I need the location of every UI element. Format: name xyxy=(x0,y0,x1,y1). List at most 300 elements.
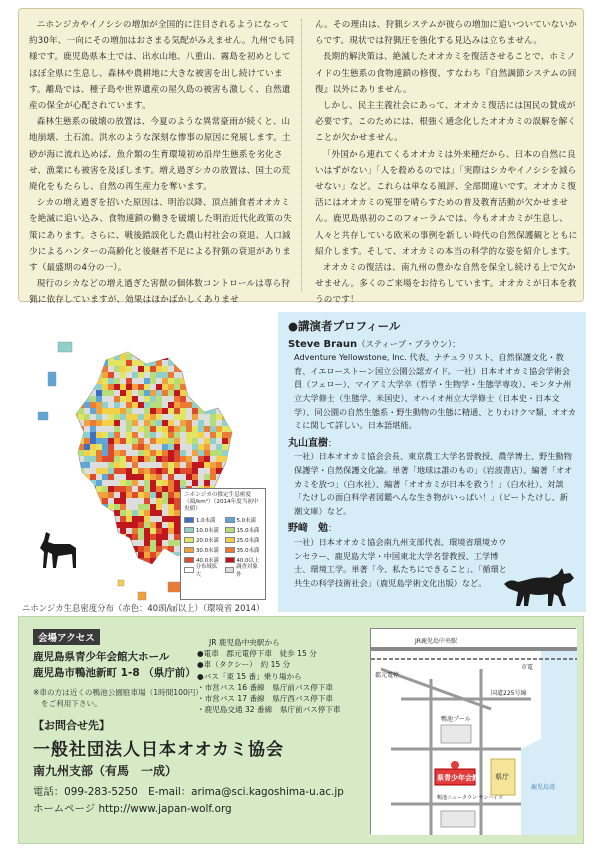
density-cell xyxy=(144,468,150,474)
access-label: 会場アクセス xyxy=(33,629,100,645)
branch-name: 南九州支部（有馬 一成） xyxy=(33,764,178,778)
density-cell xyxy=(204,348,210,354)
density-cell xyxy=(90,384,96,390)
density-cell xyxy=(132,534,138,540)
intro-paragraph: 「外国から連れてくるオオカミは外来種だから、日本の自然に良いはずがない」「人を殺めるのでは」「実際はシカやイノシシを減らせない」など。これらは単なる風評、全部間違いです。オオカミ復活にはオオカミの冤罪を晴らすための普及教育活動が欠かせません。鹿児島県初のこのフォーラムでは、今もオオカミが生息し、人々と共存している欧米の事例を新しい時代の自然保護観とともに紹介します。そして、オオカミの本当の科学的な姿を紹介します。 xyxy=(315,149,578,257)
density-cell xyxy=(156,492,162,498)
density-cell xyxy=(72,354,78,360)
density-cell xyxy=(126,546,132,552)
density-cell xyxy=(204,444,210,450)
density-cell xyxy=(108,450,114,456)
parking-note xyxy=(33,687,203,709)
density-cell xyxy=(96,564,102,570)
density-cell xyxy=(126,420,132,426)
density-cell xyxy=(78,486,84,492)
density-cell xyxy=(96,558,102,564)
density-cell xyxy=(150,564,156,570)
density-cell xyxy=(120,360,126,366)
density-cell xyxy=(138,558,144,564)
venue-info xyxy=(33,649,196,681)
density-cell xyxy=(138,444,144,450)
density-cell xyxy=(228,468,234,474)
density-cell xyxy=(84,390,90,396)
density-cell xyxy=(210,432,216,438)
density-cell xyxy=(210,462,216,468)
density-cell xyxy=(102,510,108,516)
density-cell xyxy=(72,522,78,528)
density-cell xyxy=(78,510,84,516)
density-cell xyxy=(114,456,120,462)
density-cell xyxy=(174,450,180,456)
density-cell xyxy=(114,546,120,552)
density-cell xyxy=(180,354,186,360)
density-cell xyxy=(84,456,90,462)
density-cell xyxy=(168,402,174,408)
density-cell xyxy=(90,504,96,510)
density-cell xyxy=(120,414,126,420)
density-cell xyxy=(210,468,216,474)
density-cell xyxy=(72,474,78,480)
density-cell xyxy=(102,348,108,354)
density-cell xyxy=(138,360,144,366)
density-cell xyxy=(168,468,174,474)
density-cell xyxy=(102,384,108,390)
parking-note-line: ※車の方は近くの鴨池公園駐車場（1時間100円） xyxy=(33,688,203,697)
density-cell xyxy=(72,510,78,516)
density-cell xyxy=(132,492,138,498)
density-cell xyxy=(216,414,222,420)
density-cell xyxy=(192,432,198,438)
density-cell xyxy=(222,396,228,402)
density-cell xyxy=(126,390,132,396)
density-cell xyxy=(228,450,234,456)
density-cell xyxy=(102,372,108,378)
density-cell xyxy=(102,366,108,372)
density-cell xyxy=(162,534,168,540)
density-cell xyxy=(162,486,168,492)
legend-swatch xyxy=(225,537,235,543)
density-cell xyxy=(138,468,144,474)
density-cell xyxy=(210,384,216,390)
density-cell xyxy=(150,438,156,444)
density-cell xyxy=(138,402,144,408)
density-cell xyxy=(96,552,102,558)
density-cell xyxy=(84,510,90,516)
intro-paragraph: 森林生態系の破壊の放置は、今夏のような異常豪雨が続くと、山地崩壊、土石流、洪水のような深刻な惨事の原因に発展します。土砂が海に流れ込めば、魚介類の生育環境初め沿岸生態系を劣化させ、漁業にも被害を及ぼします。増え過ぎシカの放置は、国土の荒廃化をもたらし、自然の再生産力を奪います。 xyxy=(29,117,291,193)
density-cell xyxy=(114,564,120,570)
density-cell xyxy=(114,450,120,456)
density-cell xyxy=(234,420,240,426)
density-cell xyxy=(132,462,138,468)
density-cell xyxy=(234,414,240,420)
density-cell xyxy=(78,498,84,504)
density-cell xyxy=(144,522,150,528)
legend-swatch xyxy=(225,567,235,573)
legend-label: 10.0未満 xyxy=(196,527,219,534)
density-cell xyxy=(156,450,162,456)
density-cell xyxy=(192,480,198,486)
density-cell xyxy=(168,552,174,558)
density-cell xyxy=(156,486,162,492)
density-cell xyxy=(192,468,198,474)
density-cell xyxy=(72,426,78,432)
density-cell xyxy=(168,492,174,498)
density-cell xyxy=(84,558,90,564)
density-cell xyxy=(138,474,144,480)
density-cell xyxy=(228,360,234,366)
density-cell xyxy=(96,432,102,438)
density-cell xyxy=(138,390,144,396)
density-cell xyxy=(138,546,144,552)
density-cell xyxy=(96,420,102,426)
density-cell xyxy=(150,552,156,558)
density-cell xyxy=(174,444,180,450)
density-cell xyxy=(150,486,156,492)
density-cell xyxy=(186,426,192,432)
density-cell xyxy=(228,438,234,444)
density-cell xyxy=(162,420,168,426)
intro-paragraph: ニホンジカやイノシシの増加が全国的に注目されるようになって約30年、一向にその増加はおさまる気配がみえません。九州でも同様です。鹿児島県本土では、出水山地、八重山、霧島を初めとしてほぼ全県に生息し、森林や農耕地に大きな被害を出し続けています。離島では、種子島や世界遺産の屋久島の被害も激しく、自然遺産の保全が心配されています。 xyxy=(29,20,295,112)
density-cell xyxy=(192,414,198,420)
density-cell xyxy=(90,408,96,414)
density-cell xyxy=(138,528,144,534)
density-cell xyxy=(144,552,150,558)
density-cell xyxy=(150,378,156,384)
map-label: 郡元電停 xyxy=(375,672,400,679)
density-cell xyxy=(126,414,132,420)
deer-icon xyxy=(40,532,76,568)
density-cell xyxy=(168,408,174,414)
density-cell xyxy=(174,378,180,384)
density-cell xyxy=(144,390,150,396)
density-cell xyxy=(108,408,114,414)
route-line: ・鹿児島交通 32 番線 県庁前バス停下車 xyxy=(197,705,341,715)
map-label-venue: 県青少年会館 xyxy=(437,774,479,782)
legend-swatch xyxy=(225,517,235,523)
density-cell xyxy=(114,354,120,360)
website-link[interactable]: ホームページ http://www.japan-wolf.org xyxy=(33,803,232,815)
density-cell xyxy=(144,432,150,438)
density-cell xyxy=(144,396,150,402)
density-cell xyxy=(120,450,126,456)
density-cell xyxy=(156,456,162,462)
speaker-reading: ： xyxy=(328,523,337,534)
density-cell xyxy=(84,492,90,498)
density-cell xyxy=(174,432,180,438)
density-cell xyxy=(204,480,210,486)
density-cell xyxy=(186,384,192,390)
density-cell xyxy=(102,354,108,360)
legend-item xyxy=(225,545,263,554)
density-cell xyxy=(96,348,102,354)
density-cell xyxy=(114,414,120,420)
density-cell xyxy=(144,540,150,546)
density-cell xyxy=(132,516,138,522)
density-cell xyxy=(90,528,96,534)
density-cell xyxy=(162,480,168,486)
density-cell xyxy=(108,528,114,534)
density-cell xyxy=(126,558,132,564)
density-cell xyxy=(192,450,198,456)
density-cell xyxy=(228,426,234,432)
density-cell xyxy=(162,378,168,384)
density-cell xyxy=(78,450,84,456)
density-cell xyxy=(126,480,132,486)
density-cell xyxy=(90,378,96,384)
density-cell xyxy=(84,438,90,444)
density-cell xyxy=(90,498,96,504)
density-cell xyxy=(84,564,90,570)
density-cell xyxy=(72,486,78,492)
density-cell xyxy=(114,498,120,504)
density-cell xyxy=(150,396,156,402)
density-cell xyxy=(156,420,162,426)
density-cell xyxy=(150,522,156,528)
density-cell xyxy=(192,426,198,432)
density-cell xyxy=(228,354,234,360)
legend-label: 1.0未満 xyxy=(196,517,216,524)
density-cell xyxy=(120,492,126,498)
density-cell xyxy=(144,408,150,414)
density-cell xyxy=(204,372,210,378)
density-cell xyxy=(144,492,150,498)
density-cell xyxy=(144,450,150,456)
density-cell xyxy=(78,546,84,552)
density-cell xyxy=(78,480,84,486)
map-label: 鴨池ニュータウン サンハイツ xyxy=(437,795,503,801)
density-cell xyxy=(216,444,222,450)
density-cell xyxy=(90,552,96,558)
density-cell xyxy=(96,540,102,546)
density-cell xyxy=(228,456,234,462)
density-cell xyxy=(162,498,168,504)
density-cell xyxy=(216,456,222,462)
island-cell xyxy=(38,412,48,420)
density-cell xyxy=(120,522,126,528)
density-cell xyxy=(132,456,138,462)
density-cell xyxy=(108,456,114,462)
density-cell xyxy=(108,360,114,366)
density-cell xyxy=(210,474,216,480)
map-label: 鴨池プール xyxy=(441,716,471,723)
density-cell xyxy=(186,420,192,426)
density-cell xyxy=(144,510,150,516)
density-cell xyxy=(204,438,210,444)
density-cell xyxy=(96,480,102,486)
speaker-name xyxy=(288,437,576,451)
density-cell xyxy=(96,438,102,444)
density-cell xyxy=(150,420,156,426)
density-cell xyxy=(90,492,96,498)
density-cell xyxy=(120,348,126,354)
density-cell xyxy=(102,468,108,474)
density-cell xyxy=(216,360,222,366)
legend-item xyxy=(225,563,263,578)
density-cell xyxy=(168,522,174,528)
density-cell xyxy=(72,480,78,486)
density-cell xyxy=(174,360,180,366)
density-cell xyxy=(108,462,114,468)
density-cell xyxy=(228,420,234,426)
density-cell xyxy=(162,444,168,450)
density-cell xyxy=(132,438,138,444)
density-cell xyxy=(108,468,114,474)
density-cell xyxy=(210,396,216,402)
density-cell xyxy=(192,390,198,396)
density-cell xyxy=(168,558,174,564)
density-cell xyxy=(120,564,126,570)
density-cell xyxy=(78,384,84,390)
density-cell xyxy=(138,564,144,570)
density-cell xyxy=(156,498,162,504)
venue-address: 鹿児島市鴨池新町 1-8 （県庁前） xyxy=(33,667,196,679)
density-cell xyxy=(90,444,96,450)
density-cell xyxy=(204,396,210,402)
legend-item xyxy=(184,563,222,578)
density-cell xyxy=(168,498,174,504)
density-cell xyxy=(156,480,162,486)
legend-item xyxy=(225,535,263,544)
density-cell xyxy=(168,564,174,570)
density-cell xyxy=(186,438,192,444)
pool-block xyxy=(441,725,471,743)
density-cell xyxy=(120,486,126,492)
density-cell xyxy=(108,432,114,438)
density-cell xyxy=(96,522,102,528)
density-cell xyxy=(144,486,150,492)
density-cell xyxy=(84,498,90,504)
density-cell xyxy=(138,384,144,390)
density-cell xyxy=(180,378,186,384)
density-cell xyxy=(168,348,174,354)
density-cell xyxy=(102,420,108,426)
density-cell xyxy=(84,414,90,420)
density-cell xyxy=(114,462,120,468)
density-cell xyxy=(198,360,204,366)
density-cell xyxy=(90,402,96,408)
map-label: 国道225号線 xyxy=(491,690,527,697)
density-cell xyxy=(156,522,162,528)
access-map-svg xyxy=(371,629,577,835)
density-cell xyxy=(192,360,198,366)
density-cell xyxy=(102,486,108,492)
density-cell xyxy=(222,402,228,408)
density-cell xyxy=(126,510,132,516)
density-cell xyxy=(168,450,174,456)
density-cell xyxy=(192,384,198,390)
density-cell xyxy=(108,378,114,384)
legend-swatch xyxy=(184,517,194,523)
density-cell xyxy=(120,384,126,390)
density-cell xyxy=(120,462,126,468)
density-cell xyxy=(114,384,120,390)
density-cell xyxy=(102,390,108,396)
density-cell xyxy=(138,516,144,522)
density-cell xyxy=(174,402,180,408)
density-cell xyxy=(114,408,120,414)
density-cell xyxy=(102,360,108,366)
density-cell xyxy=(108,438,114,444)
density-cell xyxy=(90,354,96,360)
density-cell xyxy=(162,462,168,468)
density-cell xyxy=(222,450,228,456)
density-cell xyxy=(234,348,240,354)
density-cell xyxy=(126,348,132,354)
density-cell xyxy=(132,474,138,480)
route-line: ・市営バス 16 番線 県庁前バス停下車 xyxy=(197,682,333,692)
speaker-reading: ： xyxy=(328,437,337,448)
density-cell xyxy=(174,456,180,462)
density-cell xyxy=(150,528,156,534)
density-cell xyxy=(102,534,108,540)
density-cell xyxy=(84,366,90,372)
density-cell xyxy=(222,348,228,354)
density-cell xyxy=(186,456,192,462)
density-cell xyxy=(150,546,156,552)
density-cell xyxy=(138,456,144,462)
density-cell xyxy=(162,390,168,396)
density-cell xyxy=(72,468,78,474)
density-cell xyxy=(198,420,204,426)
density-cell xyxy=(120,516,126,522)
density-cell xyxy=(102,408,108,414)
density-cell xyxy=(72,390,78,396)
density-cell xyxy=(228,348,234,354)
legend-item xyxy=(184,525,222,534)
density-cell xyxy=(90,420,96,426)
density-cell xyxy=(90,348,96,354)
density-cell xyxy=(84,540,90,546)
density-cell xyxy=(114,432,120,438)
density-cell xyxy=(78,414,84,420)
density-cell xyxy=(78,534,84,540)
phone-email: 電話：099-283-5250 E-mail：arima@sci.kagoshima-u.ac.jp xyxy=(33,786,344,798)
density-cell xyxy=(108,372,114,378)
legend-label: 30.0未満 xyxy=(196,547,219,554)
density-cell xyxy=(150,456,156,462)
density-cell xyxy=(192,396,198,402)
density-cell xyxy=(132,444,138,450)
density-cell xyxy=(96,360,102,366)
density-cell xyxy=(192,462,198,468)
intro-paragraph: ん。その理由は、狩猟システムが彼らの増加に追いついていないからです。現状では狩猟圧を強化する見込みは立ちません。 xyxy=(315,20,577,47)
density-cell xyxy=(108,414,114,420)
density-cell xyxy=(210,438,216,444)
density-cell xyxy=(96,390,102,396)
density-cell xyxy=(72,534,78,540)
profile-heading: ●講演者プロフィール xyxy=(288,319,401,333)
density-cell xyxy=(234,360,240,366)
density-cell xyxy=(150,402,156,408)
density-cell xyxy=(120,552,126,558)
density-cell xyxy=(84,552,90,558)
density-cell xyxy=(210,354,216,360)
density-cell xyxy=(156,504,162,510)
density-cell xyxy=(234,378,240,384)
density-cell xyxy=(168,420,174,426)
density-cell xyxy=(180,480,186,486)
density-cell xyxy=(150,390,156,396)
density-cell xyxy=(186,348,192,354)
density-cell xyxy=(90,510,96,516)
density-cell xyxy=(120,510,126,516)
density-cell xyxy=(102,378,108,384)
density-cell xyxy=(156,468,162,474)
density-cell xyxy=(102,540,108,546)
density-cell xyxy=(162,516,168,522)
density-cell xyxy=(72,384,78,390)
density-cell xyxy=(150,414,156,420)
